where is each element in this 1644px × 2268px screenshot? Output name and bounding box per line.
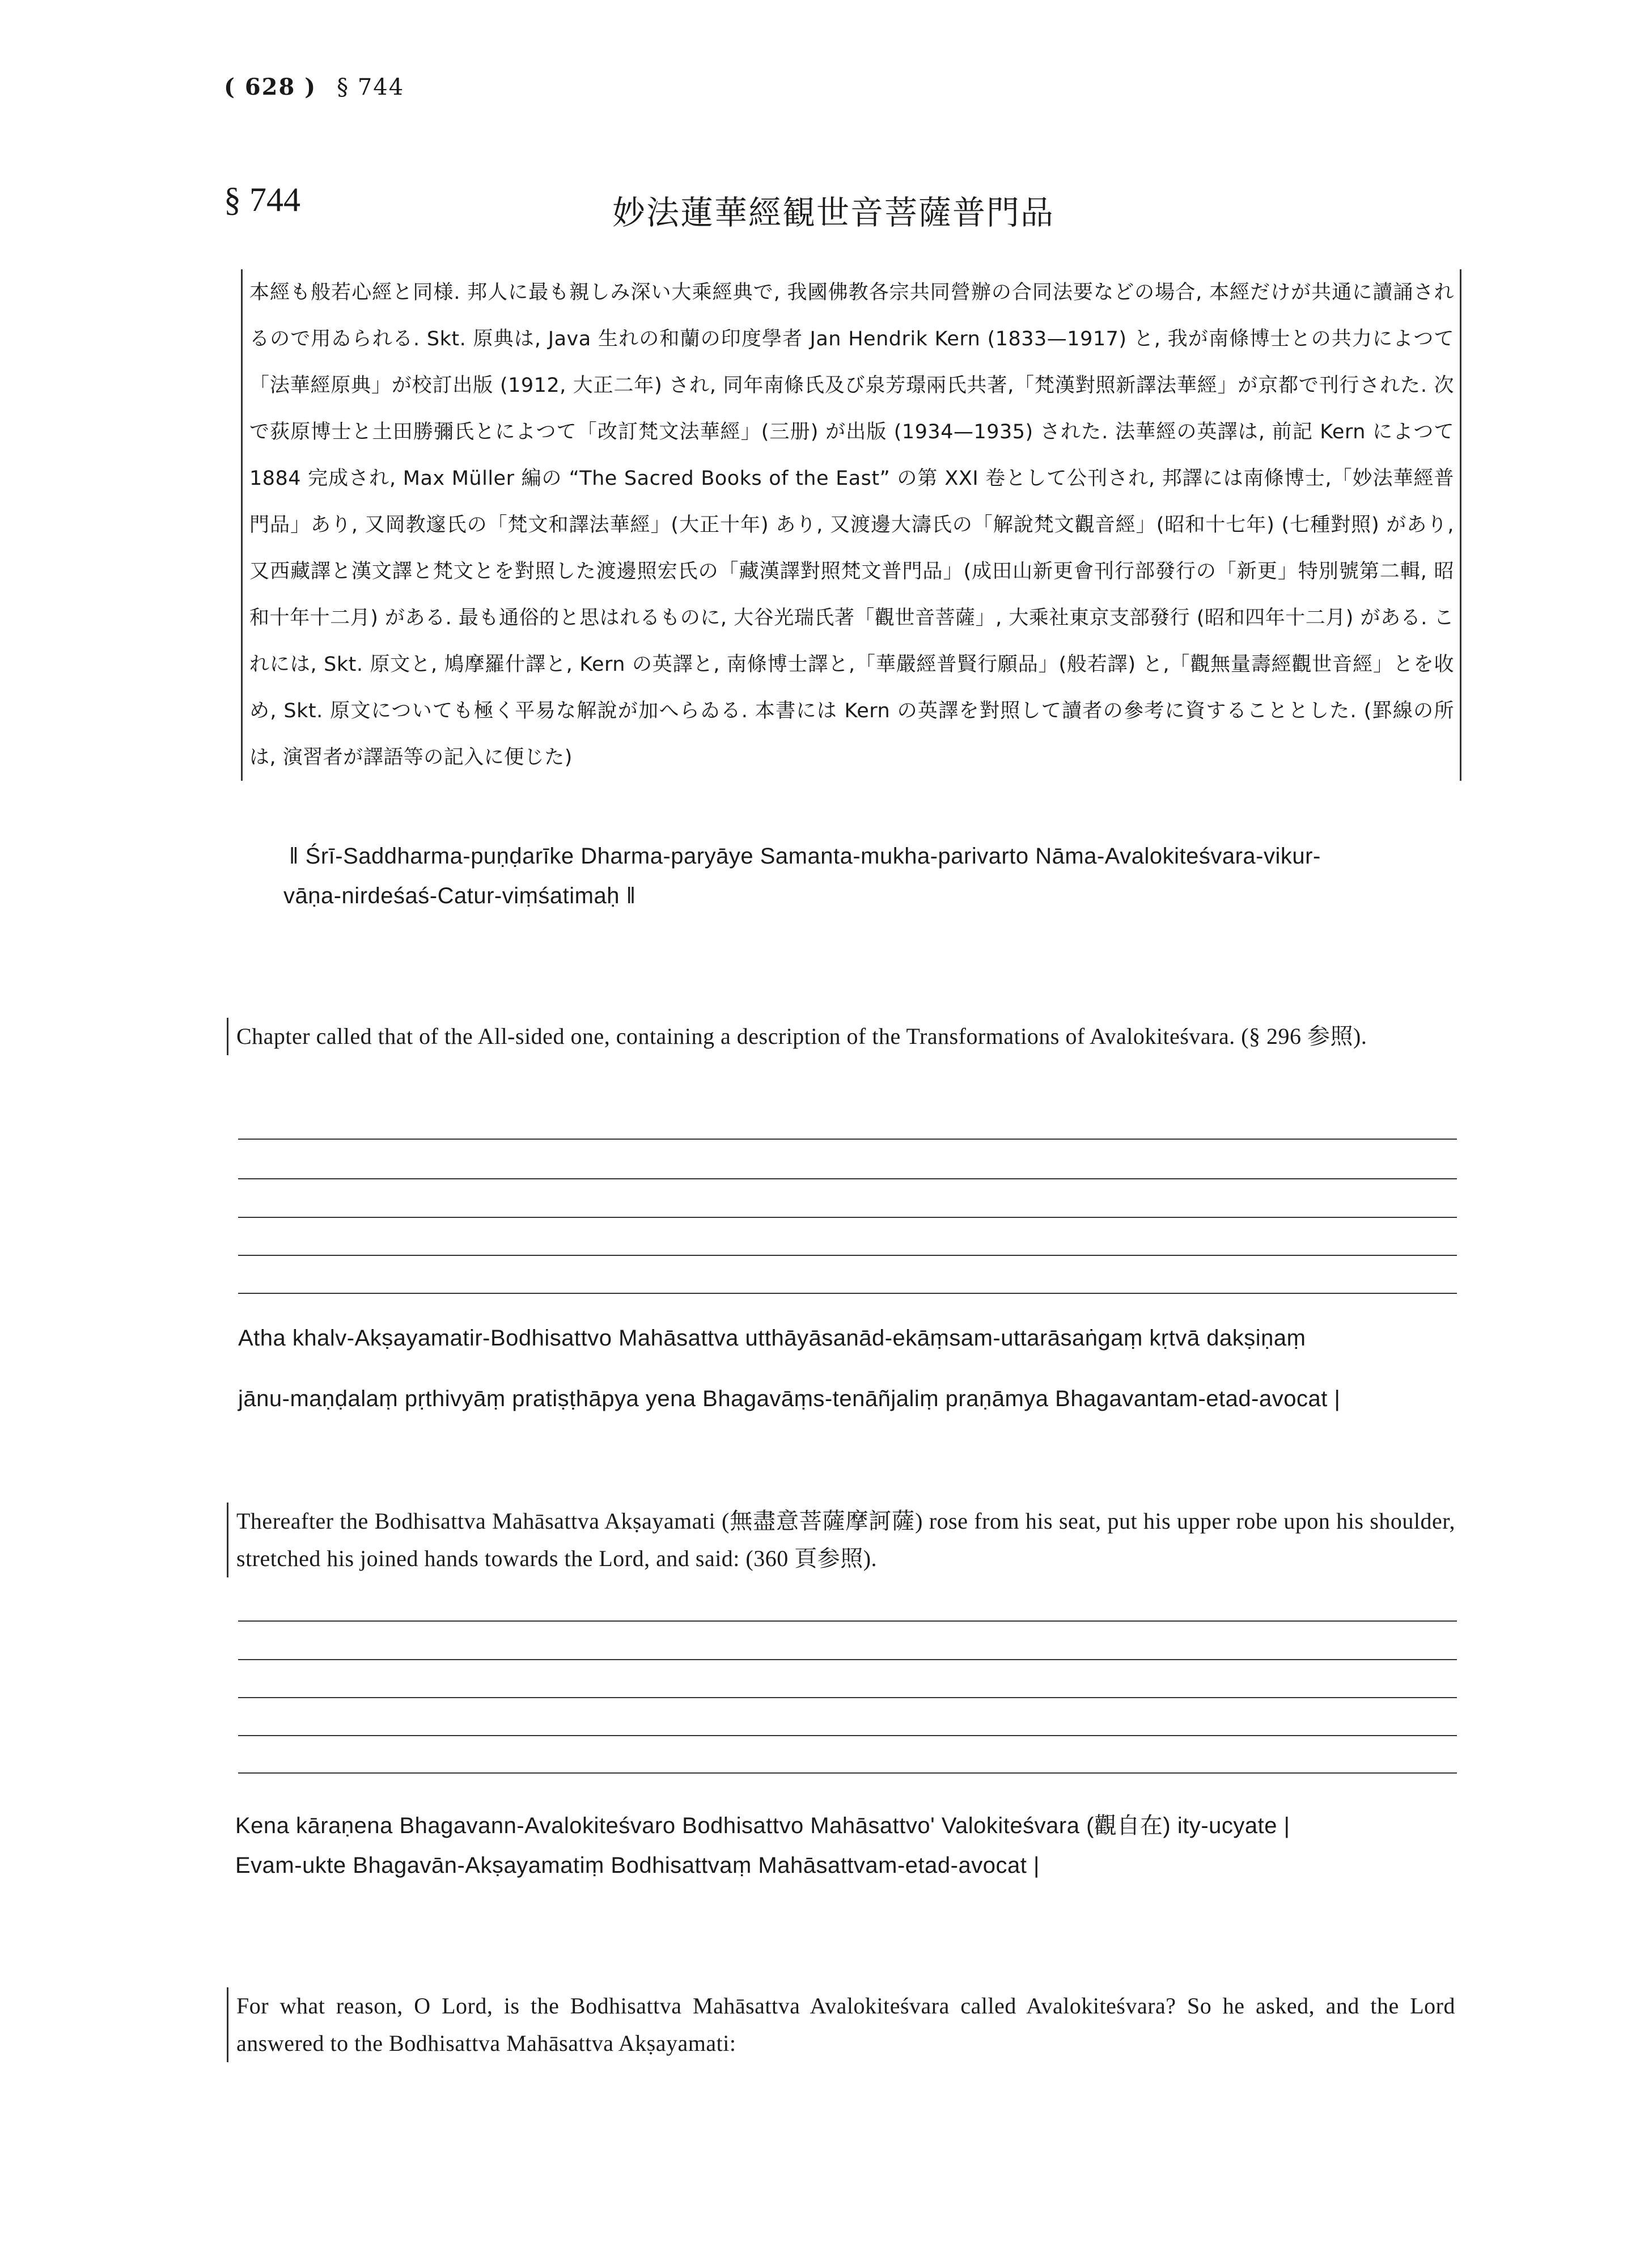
writing-line bbox=[238, 1139, 1457, 1140]
writing-line bbox=[238, 1772, 1457, 1774]
intro-paragraph: 本經も般若心經と同様. 邦人に最も親しみ深い大乘經典で, 我國佛教各宗共同營辦の合同法要などの場合, 本經だけが共通に讀誦されるので用ゐられる. Skt. 原典は, Java 生れの和蘭の印度學者 Jan Hendrik Kern (1833—1917) と, 我が南條博士との共力によつて「法華經原典」が校訂出版 (1912, 大正二年) され, 同年南條氏及び泉芳璟兩氏共著,「梵漢對照新譯法華經」が京都で刊行された. 次で荻原博士と土田勝彌氏とによつて「改訂梵文法華經」(三册) が出版 (1934—1935) された. 法華經の英譯は, 前記 Kern によつて 1884 完成され, Max Müller 編の “The Sacred Books of the East” の第 XXI 卷として公刊され, 邦譯には南條博士,「妙法華經普門品」あり, 又岡教邃氏の「梵文和譯法華經」(大正十年) あり, 又渡邊大濤氏の「解說梵文觀音經」(昭和十七年) (七種對照) があり, 又西藏譯と漢文譯と梵文とを對照した渡邊照宏氏の「藏漢譯對照梵文普門品」(成田山新更會刊行部發行の「新更」特別號第二輯, 昭和十年十二月) がある. 最も通俗的と思はれるものに, 大谷光瑞氏著「觀世音菩薩」, 大乘社東京支部發行 (昭和四年十二月) がある. これには, Skt. 原文と, 鳩摩羅什譯と, Kern の英譯と, 南條博士譯と,「華嚴經普賢行願品」(般若譯) と,「觀無量壽經觀世音經」とを收め, Skt. 原文についても極く平易な解說が加へらゐる. 本書には Kern の英譯を對照して讀者の參考に資することとした. (罫線の所は, 演習者が譯語等の記入に便じた) bbox=[241, 269, 1461, 781]
writing-line bbox=[238, 1659, 1457, 1660]
verse2-translit-line2: Evam-ukte Bhagavān-Akṣayamatiṃ Bodhisattvaṃ Mahāsattvam-etad-avocat | bbox=[235, 1853, 1040, 1878]
verse2-english: For what reason, O Lord, is the Bodhisattva Mahāsattva Avalokiteśvara called Avalokiteśvara? So he asked, and the Lord answered to the Bodhisattva Mahāsattva Akṣayamati: bbox=[227, 1987, 1455, 2062]
verse1-english: Thereafter the Bodhisattva Mahāsattva Akṣayamati (無盡意菩薩摩訶薩) rose from his seat, put his upper robe upon his shoulder, stretched his joined hands towards the Lord, and said: (360 頁参照). bbox=[227, 1503, 1455, 1577]
verse1-translit-line1: Atha khalv-Akṣayamatir-Bodhisattvo Mahāsattva utthāyāsanād-ekāṃsam-uttarāsaṅgaṃ kṛtvā dakṣiṇaṃ bbox=[238, 1326, 1306, 1351]
chapter-title-translit-line1: ‖ Śrī-Saddharma-puṇḍarīke Dharma-paryāye Samanta-mukha-parivarto Nāma-Avalokiteśvara-vikur- bbox=[289, 844, 1321, 869]
chapter-title-translit-line2: vāṇa-nirdeśaś-Catur-viṃśatimaḥ ‖ bbox=[283, 883, 636, 908]
writing-line bbox=[238, 1255, 1457, 1256]
header-section-ref: § 744 bbox=[337, 74, 405, 100]
writing-line bbox=[238, 1293, 1457, 1294]
verse1-translit-line2: jānu-maṇḍalaṃ pṛthivyāṃ pratiṣṭhāpya yena Bhagavāṃs-tenāñjaliṃ praṇāmya Bhagavantam-etad-avocat | bbox=[238, 1386, 1341, 1411]
section-number: § 744 bbox=[224, 181, 300, 218]
writing-line bbox=[238, 1620, 1457, 1622]
writing-line bbox=[238, 1178, 1457, 1179]
page-header bbox=[224, 74, 404, 100]
page-title: 妙法蓮華經観世音菩薩普門品 bbox=[612, 193, 1055, 232]
verse2-translit-line1: Kena kāraṇena Bhagavann-Avalokiteśvaro Bodhisattvo Mahāsattvo' Valokiteśvara (觀自在) ity-ucyate | bbox=[235, 1813, 1290, 1838]
writing-line bbox=[238, 1217, 1457, 1218]
page-number: ( 628 ) bbox=[224, 74, 317, 100]
writing-line bbox=[238, 1697, 1457, 1698]
writing-line bbox=[238, 1735, 1457, 1736]
chapter-title-english: Chapter called that of the All-sided one, containing a description of the Transformations of Avalokiteśvara. (§ 296 参照). bbox=[227, 1018, 1455, 1055]
